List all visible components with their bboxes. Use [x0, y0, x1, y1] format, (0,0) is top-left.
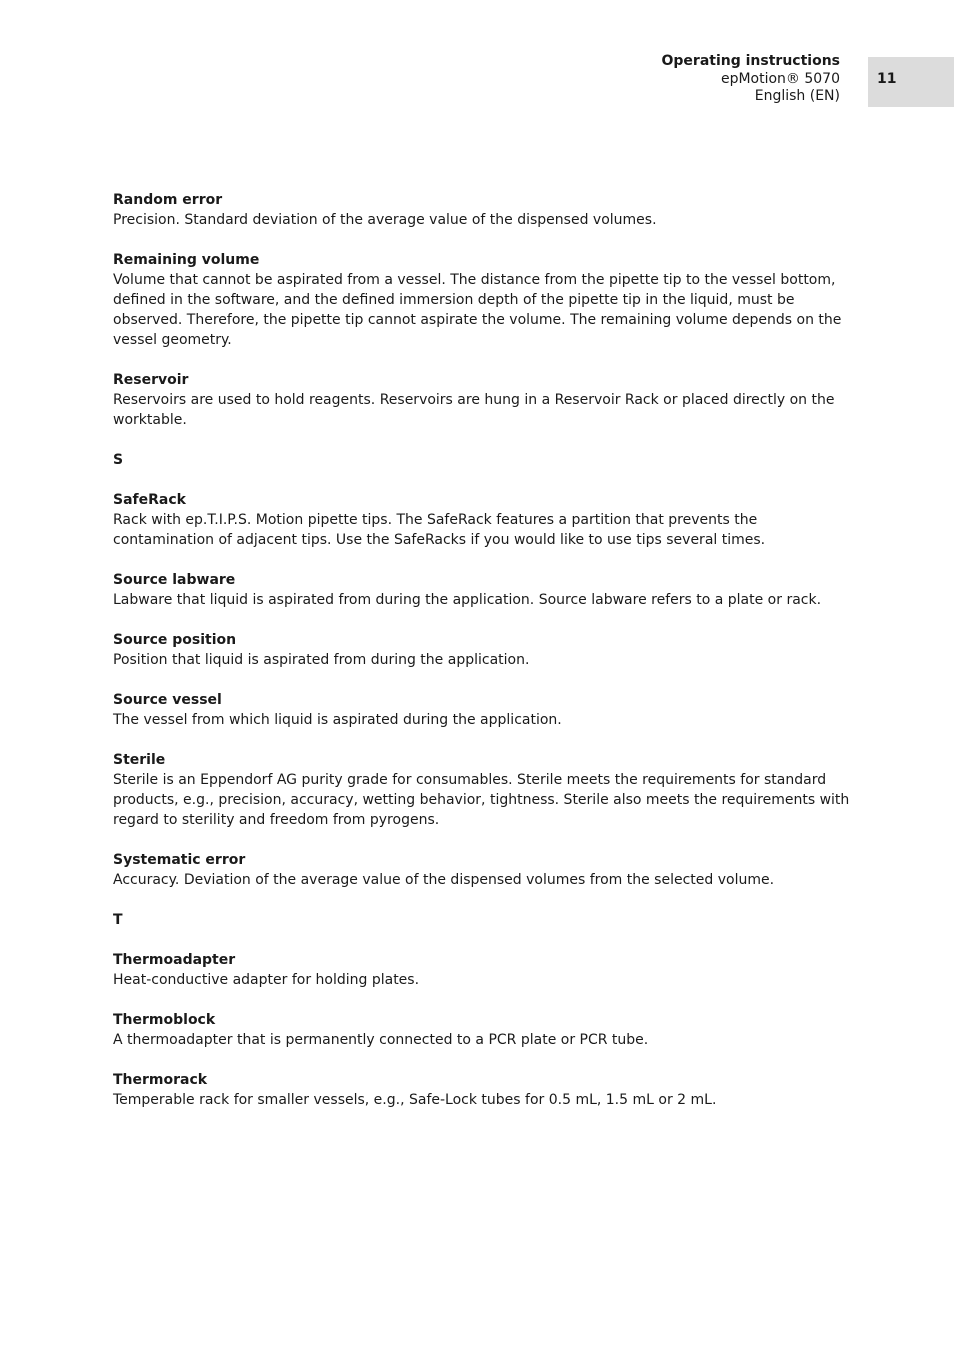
- glossary-term: Thermorack: [113, 1072, 208, 1088]
- glossary-term: SafeRack: [113, 492, 186, 508]
- glossary-term: Sterile: [113, 752, 166, 768]
- page-header: [662, 53, 841, 106]
- glossary-definition: Labware that liquid is aspirated from during the application. Source labware refers to a plate or rack.: [113, 592, 822, 608]
- glossary-term: Systematic error: [113, 852, 246, 868]
- page-number-tab: [868, 57, 954, 107]
- product-name: epMotion® 5070: [720, 70, 840, 87]
- glossary-definition: Precision. Standard deviation of the average value of the dispensed volumes.: [113, 212, 657, 228]
- glossary-entry: [113, 490, 853, 550]
- glossary-term: Reservoir: [113, 372, 189, 388]
- glossary-definition: Sterile is an Eppendorf AG purity grade for consumables. Sterile meets the requirements for standard products, e.g., precision, accuracy, wetting behavior, tightness. Sterile also meets the requirements with regard to sterility and freedom from pyrogens.: [113, 772, 850, 828]
- glossary-definition: Rack with ep.T.I.P.S. Motion pipette tips. The SafeRack features a partition that prevents the contamination of adjacent tips. Use the SafeRacks if you would like to use tips several times.: [113, 512, 766, 548]
- glossary-definition: Position that liquid is aspirated from during the application.: [113, 652, 530, 668]
- document-language: English (EN): [754, 88, 840, 104]
- glossary-entry: [113, 570, 853, 610]
- glossary-term: Random error: [113, 192, 223, 208]
- glossary-term: Source position: [113, 632, 237, 648]
- glossary-entry: [113, 950, 853, 990]
- glossary-content: [113, 190, 853, 1130]
- glossary-entry: [113, 1070, 853, 1110]
- page-number: 11: [877, 71, 897, 87]
- glossary-term: Source vessel: [113, 692, 222, 708]
- section-letter: T: [113, 912, 123, 928]
- glossary-entry: [113, 1010, 853, 1050]
- glossary-entry: [113, 850, 853, 890]
- glossary-entry: [113, 370, 853, 430]
- glossary-definition: Accuracy. Deviation of the average value of the dispensed volumes from the selected volume.: [113, 872, 775, 888]
- glossary-term: Thermoadapter: [113, 952, 236, 968]
- glossary-definition: Heat-conductive adapter for holding plates.: [113, 972, 420, 988]
- glossary-definition: Reservoirs are used to hold reagents. Reservoirs are hung in a Reservoir Rack or placed directly on the worktable.: [113, 392, 835, 428]
- glossary-entry: [113, 630, 853, 670]
- glossary-entry: [113, 750, 853, 830]
- glossary-entry: [113, 250, 853, 350]
- glossary-entry: [113, 690, 853, 730]
- glossary-definition: Volume that cannot be aspirated from a vessel. The distance from the pipette tip to the vessel bottom, defined in the software, and the defined immersion depth of the pipette tip in the liquid, must be observed. Therefore, the pipette tip cannot aspirate the volume. The remaining volume depends on the vessel geometry.: [113, 272, 842, 348]
- glossary-term: Thermoblock: [113, 1012, 216, 1028]
- document-title: Operating instructions: [661, 53, 840, 69]
- glossary-definition: Temperable rack for smaller vessels, e.g., Safe-Lock tubes for 0.5 mL, 1.5 mL or 2 mL.: [113, 1092, 717, 1108]
- glossary-term: Remaining volume: [113, 252, 260, 268]
- glossary-term: Source labware: [113, 572, 236, 588]
- glossary-definition: A thermoadapter that is permanently connected to a PCR plate or PCR tube.: [113, 1032, 649, 1048]
- glossary-definition: The vessel from which liquid is aspirated during the application.: [113, 712, 562, 728]
- section-letter: S: [113, 452, 124, 468]
- glossary-entry: [113, 190, 853, 230]
